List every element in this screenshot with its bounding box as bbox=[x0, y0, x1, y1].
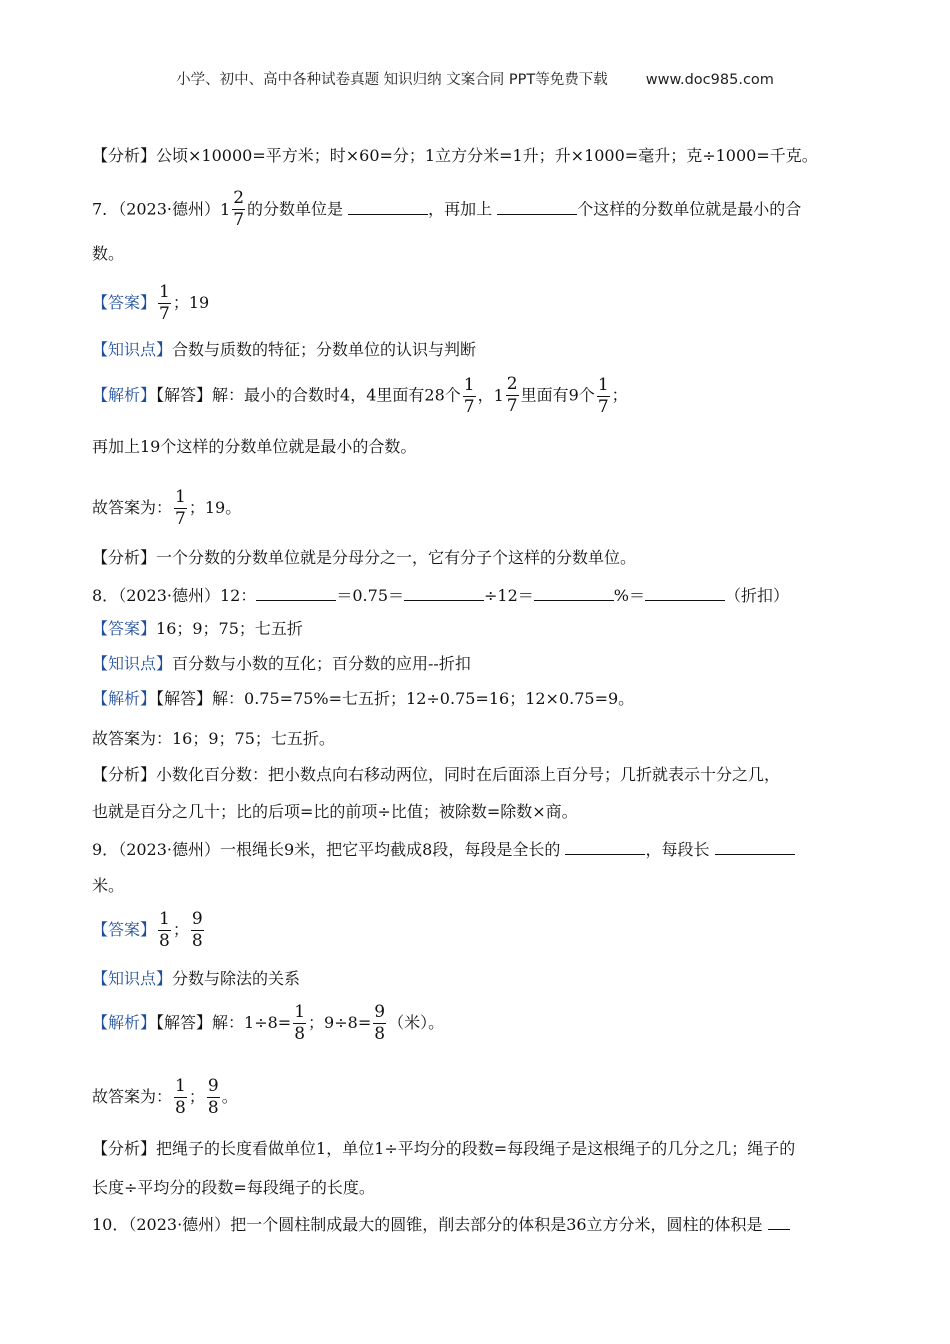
q9-explain: 【解析】【解答】解：1÷8= $\frac{1}{8}$ ；9÷8= $\frac{9}{8}$ （米）。 bbox=[92, 1002, 445, 1044]
q7-knowledge: 【知识点】合数与质数的特征；分数单位的认识与判断 bbox=[92, 340, 477, 359]
answer-blank[interactable] bbox=[645, 586, 725, 601]
q7-answer: 【答案】 $\frac{1}{7}$ ；19 bbox=[92, 282, 210, 324]
q8-analysis-cont: 也就是百分之几十；比的后项=比的前项÷比值；被除数=除数×商。 bbox=[92, 802, 578, 821]
q9-analysis-cont: 长度÷平均分的段数=每段绳子的长度。 bbox=[92, 1178, 375, 1197]
header-text: 小学、初中、高中各种试卷真题 知识归纳 文案合同 PPT等免费下载 bbox=[176, 72, 608, 88]
q8-knowledge: 【知识点】百分数与小数的互化；百分数的应用--折扣 bbox=[92, 654, 471, 673]
q9-analysis: 【分析】把绳子的长度看做单位1，单位1÷平均分的段数=每段绳子是这根绳子的几分之几；绳子的 bbox=[92, 1139, 796, 1158]
answer-tag: 【答案】 bbox=[92, 293, 157, 312]
q6-analysis: 【分析】公顷×10000=平方米；时×60=分；1立方分米=1升；升×1000=毫升；克÷1000=千克。 bbox=[92, 146, 818, 165]
mixed-fraction: 1 2 7 bbox=[220, 188, 245, 230]
q7-question-cont: 数。 bbox=[92, 244, 125, 263]
q7-explain-cont: 再加上19个这样的分数单位就是最小的合数。 bbox=[92, 437, 417, 456]
answer-blank[interactable] bbox=[348, 200, 428, 215]
q9-knowledge: 【知识点】分数与除法的关系 bbox=[92, 969, 301, 988]
answer-blank[interactable] bbox=[715, 840, 795, 855]
answer-blank[interactable] bbox=[768, 1215, 790, 1230]
q10-question: 10．（2023·德州）把一个圆柱制成最大的圆锥，削去部分的体积是36立方分米，圆柱的体积是 bbox=[92, 1215, 790, 1233]
header-site: www.doc985.com bbox=[645, 72, 774, 88]
q8-question: 8．（2023·德州）12： ＝0.75＝ ÷12＝ %＝ （折扣） bbox=[92, 586, 790, 605]
q8-explain: 【解析】【解答】解：0.75=75%=七五折；12÷0.75=16；12×0.75=9。 bbox=[92, 689, 635, 708]
knowledge-tag: 【知识点】 bbox=[92, 340, 173, 359]
q8-analysis: 【分析】小数化百分数：把小数点向右移动两位，同时在后面添上百分号；几折就表示十分之几， bbox=[92, 765, 781, 784]
analysis-tag: 【分析】 bbox=[92, 146, 157, 165]
answer-blank[interactable] bbox=[534, 586, 614, 601]
q8-final: 故答案为：16；9；75；七五折。 bbox=[92, 729, 335, 748]
q7-analysis: 【分析】一个分数的分数单位就是分母分之一，它有分子个这样的分数单位。 bbox=[92, 548, 637, 567]
q9-question: 9．（2023·德州）一根绳长9米，把它平均截成8段，每段是全长的 ，每段长 bbox=[92, 840, 795, 858]
answer-blank[interactable] bbox=[565, 840, 645, 855]
q8-answer: 【答案】16；9；75；七五折 bbox=[92, 619, 303, 638]
q7-question: 7．（2023·德州） 1 2 7 的分数单位是 ，再加上 个这样的分数单位就是最小的合 bbox=[92, 188, 802, 230]
q9-question-cont: 米。 bbox=[92, 876, 125, 895]
page-header bbox=[0, 68, 950, 89]
answer-blank[interactable] bbox=[256, 586, 336, 601]
q9-final: 故答案为： $\frac{1}{8}$ ； $\frac{9}{8}$ 。 bbox=[92, 1076, 238, 1118]
q7-final: 故答案为： $\frac{1}{7}$ ；19。 bbox=[92, 487, 242, 529]
answer-blank[interactable] bbox=[497, 200, 577, 215]
q9-answer: 【答案】 $\frac{1}{8}$ ； $\frac{9}{8}$ bbox=[92, 909, 203, 951]
explain-tag: 【解析】 bbox=[92, 385, 157, 405]
answer-blank[interactable] bbox=[404, 586, 484, 601]
q7-explain: 【解析】【解答】解：最小的合数时4，4里面有28个 $\frac{1}{7}$ ， 1 2 7 里面有9个 $\frac{1}{7}$ ； bbox=[92, 374, 628, 417]
